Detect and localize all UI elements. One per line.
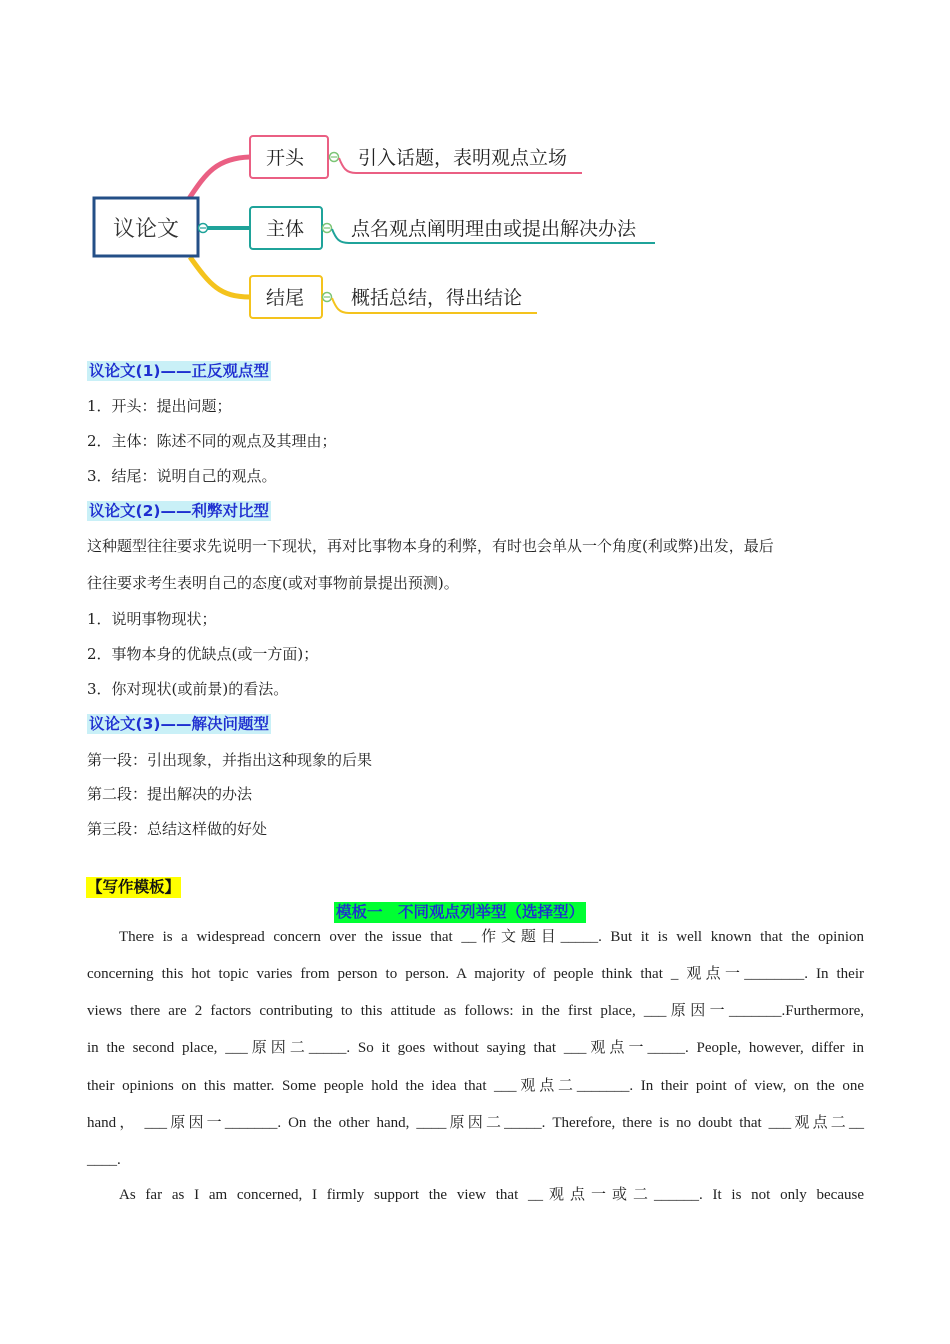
section-title-2: 议论文(2)——利弊对比型 xyxy=(89,502,269,520)
section2-line-3: 1．说明事物现状； xyxy=(87,610,217,628)
paragraph1-line-3: views there are 2 factors contributing to this attitude as follows: in the first place, ___原因一_______.Furthermore, xyxy=(87,1003,864,1019)
paragraph1-line-6: hand， ___原因一_______. On the other hand, ____原因二_____. Therefore, there is no doubt that ___观点二__ xyxy=(87,1115,864,1131)
section2-line-4: 2．事物本身的优缺点(或一方面)； xyxy=(87,645,319,663)
paragraph1-line-2: concerning this hot topic varies from person to person. A majority of people think that _ 观点一________. In their xyxy=(87,966,864,982)
mindmap-diagram xyxy=(0,0,950,340)
node-opening-label: 开头 xyxy=(265,147,305,169)
template-title: 模板一 不同观点列举型（选择型） xyxy=(336,903,585,921)
connector-top xyxy=(188,157,250,200)
section1-line-3: 3．结尾：说明自己的观点。 xyxy=(87,467,277,485)
node-opening-desc: 引入话题，表明观点立场 xyxy=(358,147,568,169)
section2-line-5: 3．你对现状(或前景)的看法。 xyxy=(87,680,289,698)
section2-line-1: 这种题型往往要求先说明一下现状，再对比事物本身的利弊，有时也会单从一个角度(利或弊)出发，最后 xyxy=(87,537,774,555)
section-title-3: 议论文(3)——解决问题型 xyxy=(89,715,269,733)
node-body-label: 主体 xyxy=(265,218,305,240)
section-title-1: 议论文(1)——正反观点型 xyxy=(89,362,269,380)
paragraph2-line-1: As far as I am concerned, I firmly support the view that __观点一或二______. It is not only because xyxy=(119,1187,864,1203)
paragraph1-line-4: in the second place, ___原因二_____. So it goes without saying that ___观点一_____. People, however, differ in xyxy=(87,1040,864,1056)
node-ending-label: 结尾 xyxy=(265,287,305,309)
connector-bottom xyxy=(190,257,250,297)
writing-template-tag: 【写作模板】 xyxy=(87,878,181,896)
section3-line-2: 第二段：提出解决的办法 xyxy=(87,785,253,803)
paragraph1-line-7: ____. xyxy=(87,1152,121,1168)
node-ending-desc: 概括总结，得出结论 xyxy=(351,287,523,309)
node-body-desc: 点名观点阐明理由或提出解决办法 xyxy=(351,218,637,240)
section1-line-1: 1．开头：提出问题； xyxy=(87,397,232,415)
paragraph1-line-1: There is a widespread concern over the issue that __作文题目_____. But it is well known that the opinion xyxy=(119,929,864,945)
section1-line-2: 2．主体：陈述不同的观点及其理由； xyxy=(87,432,337,450)
section2-line-2: 往往要求考生表明自己的态度(或对事物前景提出预测)。 xyxy=(87,574,459,592)
section3-line-3: 第三段：总结这样做的好处 xyxy=(87,820,268,838)
root-label: 议论文 xyxy=(112,217,180,242)
section3-line-1: 第一段：引出现象，并指出这种现象的后果 xyxy=(87,751,373,769)
paragraph1-line-5: their opinions on this matter. Some people hold the idea that ___观点二_______. In their point of view, on the one xyxy=(87,1078,864,1094)
